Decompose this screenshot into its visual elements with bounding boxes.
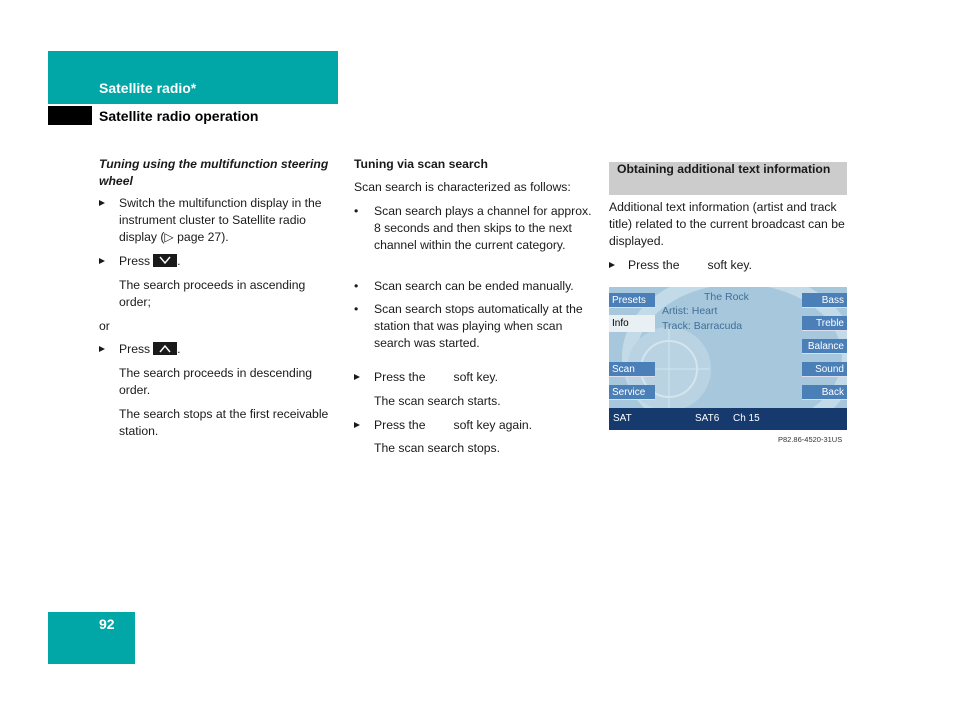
step-text: Press the	[374, 370, 426, 384]
up-button-icon	[153, 342, 177, 355]
bullet-text: Scan search plays a channel for approx. 8 seconds and then skips to the next channel within the current category.	[374, 204, 592, 252]
radio-display-screen	[609, 287, 847, 430]
column-1	[99, 156, 339, 190]
step-text-end: soft key.	[453, 370, 498, 384]
scan-softkey: Scan	[609, 362, 655, 377]
track-text: Track: Barracuda	[662, 320, 743, 332]
col1-step-2: Press .	[99, 253, 339, 270]
down-button-icon	[153, 254, 177, 267]
info-heading: Obtaining additional text information	[617, 162, 831, 176]
col2-result-2: The scan search stops.	[374, 441, 500, 455]
header-band	[48, 51, 338, 104]
balance-softkey: Balance	[802, 339, 847, 354]
step-text-end: soft key again.	[453, 418, 533, 432]
step-text-end: soft key.	[707, 258, 752, 272]
info-softkey: Info	[609, 315, 655, 332]
press-label: Press	[119, 254, 151, 268]
subsection-title: Satellite radio operation	[99, 108, 259, 124]
or-text: or	[99, 319, 110, 333]
col2-step-2	[354, 417, 594, 434]
step-arrow-icon	[609, 262, 615, 268]
step-arrow-icon	[99, 346, 105, 352]
artist-text: Artist: Heart	[662, 305, 718, 317]
bass-softkey: Bass	[802, 293, 847, 308]
col3-paragraph: Additional text information (artist and track title) related to the current broadcast can be displayed.	[609, 200, 845, 248]
col2-bullet-2	[354, 278, 594, 295]
figure-code: P82.86-4520-31US	[778, 435, 843, 444]
step-arrow-icon	[354, 422, 360, 428]
presets-softkey: Presets	[609, 293, 655, 308]
col1-result-1: The search proceeds in ascending order;	[119, 278, 306, 309]
col2-heading: Tuning via scan search	[354, 157, 488, 171]
col1-result-3: The search stops at the first receivable station.	[119, 407, 329, 438]
bullet-text: Scan search can be ended manually.	[374, 279, 574, 293]
bullet-icon: •	[354, 302, 359, 316]
col1-heading: Tuning using the multifunction steering wheel	[99, 157, 329, 188]
step-arrow-icon	[99, 258, 105, 264]
col2-intro: Scan search is characterized as follows:	[354, 180, 571, 194]
station-name: The Rock	[704, 291, 749, 303]
col3-step-1	[609, 257, 849, 274]
section-marker	[48, 106, 92, 125]
col1-step-1	[99, 195, 339, 246]
back-softkey: Back	[802, 385, 847, 400]
band-label: SAT	[613, 413, 632, 424]
status-bar	[609, 408, 847, 430]
step-arrow-icon	[99, 200, 105, 206]
step-text: Press the	[374, 418, 426, 432]
col1-result-2: The search proceeds in descending order.	[119, 366, 313, 397]
treble-softkey: Treble	[802, 316, 847, 331]
col2-result-1: The scan search starts.	[374, 394, 501, 408]
col1-step1-text: Switch the multifunction display in the instrument cluster to Satellite radio display (▷ page 27).	[119, 196, 322, 244]
sound-softkey: Sound	[802, 362, 847, 377]
channel-label: Ch 15	[733, 413, 760, 424]
step-arrow-icon	[354, 374, 360, 380]
col1-step-3: Press .	[99, 341, 339, 358]
bullet-icon: •	[354, 279, 359, 293]
page-number: 92	[99, 616, 115, 632]
preset-label: SAT6	[695, 413, 720, 424]
page-number-box	[48, 612, 135, 664]
service-softkey: Service	[609, 385, 655, 400]
bullet-icon: •	[354, 204, 359, 218]
col2-bullet-3	[354, 301, 594, 352]
section-title: Satellite radio*	[99, 80, 197, 96]
col2-bullet-1	[354, 203, 594, 254]
bullet-text: Scan search stops automatically at the station that was playing when scan search was started.	[374, 302, 583, 350]
col2-step-1	[354, 369, 594, 386]
press-label: Press	[119, 342, 151, 356]
step-text: Press the	[628, 258, 680, 272]
